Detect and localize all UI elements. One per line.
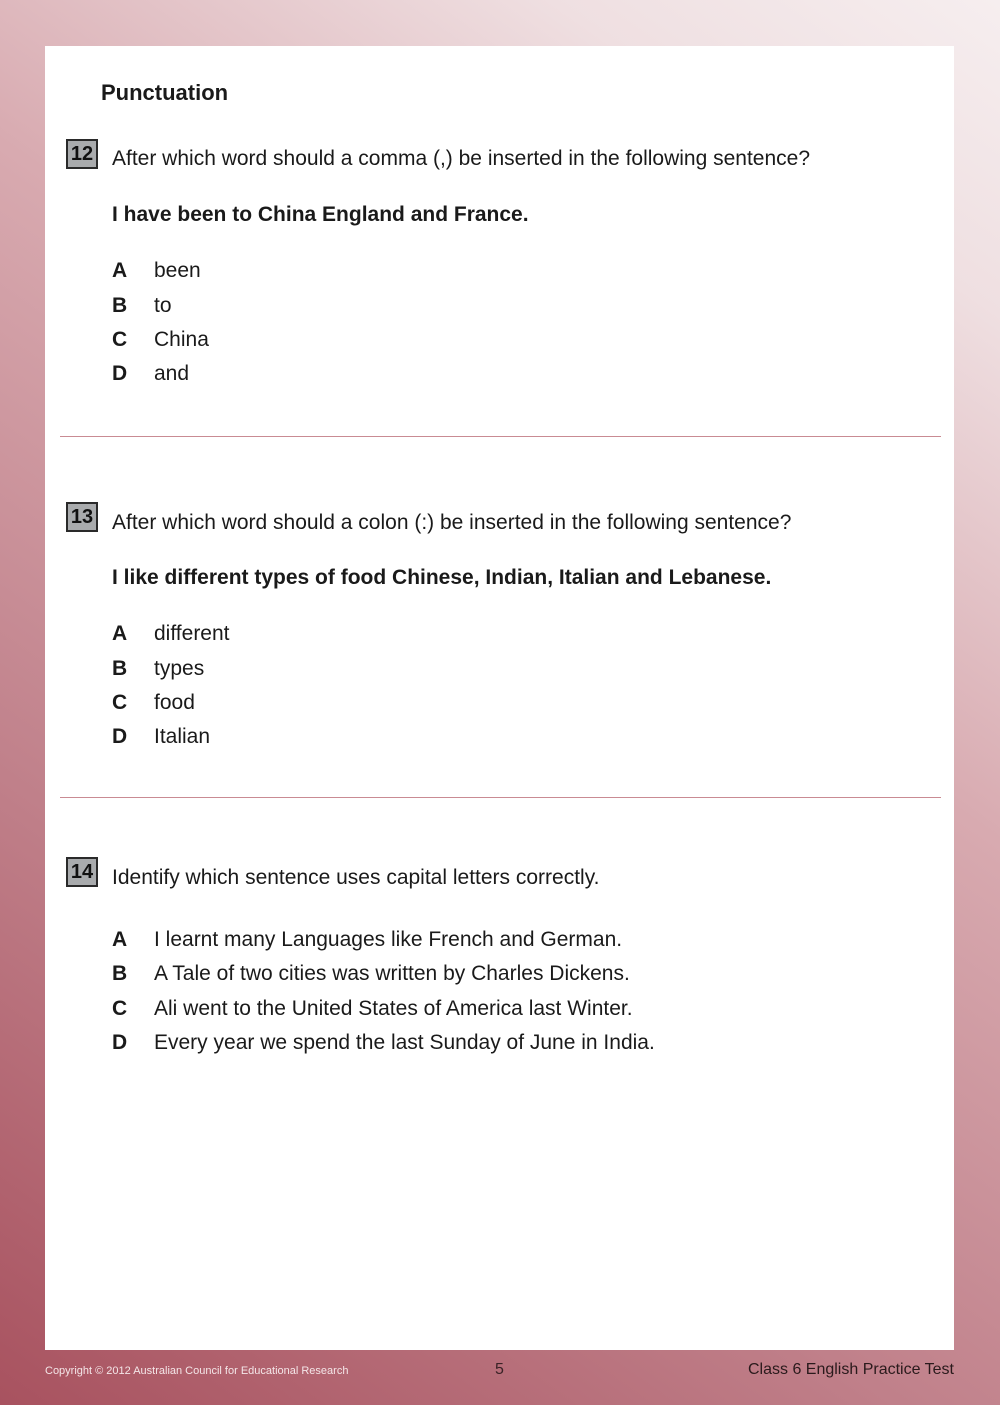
answer-option-13c[interactable]: food [154, 691, 195, 714]
question-13-stem: After which word should a colon (:) be inserted in the following sentence? [112, 511, 792, 534]
option-letter: D [112, 1031, 128, 1054]
answer-option-14d[interactable]: Every year we spend the last Sunday of June in India. [154, 1031, 655, 1054]
option-letter: B [112, 294, 128, 317]
section-divider [60, 797, 941, 798]
option-letter: C [112, 328, 128, 351]
answer-option-12a[interactable]: been [154, 259, 201, 282]
answer-option-14a[interactable]: I learnt many Languages like French and German. [154, 928, 623, 951]
answer-option-14b[interactable]: A Tale of two cities was written by Charles Dickens. [154, 962, 630, 985]
option-letter: A [112, 928, 128, 951]
question-number-14: 14 [66, 857, 98, 887]
test-page [45, 46, 954, 1350]
option-letter: D [112, 725, 128, 748]
question-number-12: 12 [66, 139, 98, 169]
answer-option-12d[interactable]: and [154, 362, 190, 385]
question-13-sentence: I like different types of food Chinese, Indian, Italian and Lebanese. [112, 566, 772, 589]
answer-option-12c[interactable]: China [154, 328, 209, 351]
option-letter: B [112, 962, 128, 985]
answer-option-14c[interactable]: Ali went to the United States of America last Winter. [154, 997, 633, 1020]
section-title: Punctuation [101, 80, 229, 105]
option-letter: D [112, 362, 128, 385]
answer-option-13a[interactable]: different [154, 622, 230, 645]
option-letter: C [112, 691, 128, 714]
question-14-stem: Identify which sentence uses capital letters correctly. [112, 866, 600, 889]
answer-option-13b[interactable]: types [154, 657, 205, 680]
option-letter: A [112, 622, 128, 645]
page-number: 5 [495, 1361, 504, 1378]
question-12-sentence: I have been to China England and France. [112, 203, 529, 226]
option-letter: C [112, 997, 128, 1020]
option-letter: A [112, 259, 128, 282]
question-number-13: 13 [66, 502, 98, 532]
copyright-notice: Copyright © 2012 Australian Council for Educational Research [45, 1365, 349, 1377]
question-12-stem: After which word should a comma (,) be inserted in the following sentence? [112, 147, 811, 170]
option-letter: B [112, 657, 128, 680]
section-divider [60, 436, 941, 437]
test-title: Class 6 English Practice Test [747, 1361, 954, 1378]
answer-option-12b[interactable]: to [154, 294, 172, 317]
answer-option-13d[interactable]: Italian [154, 725, 211, 748]
